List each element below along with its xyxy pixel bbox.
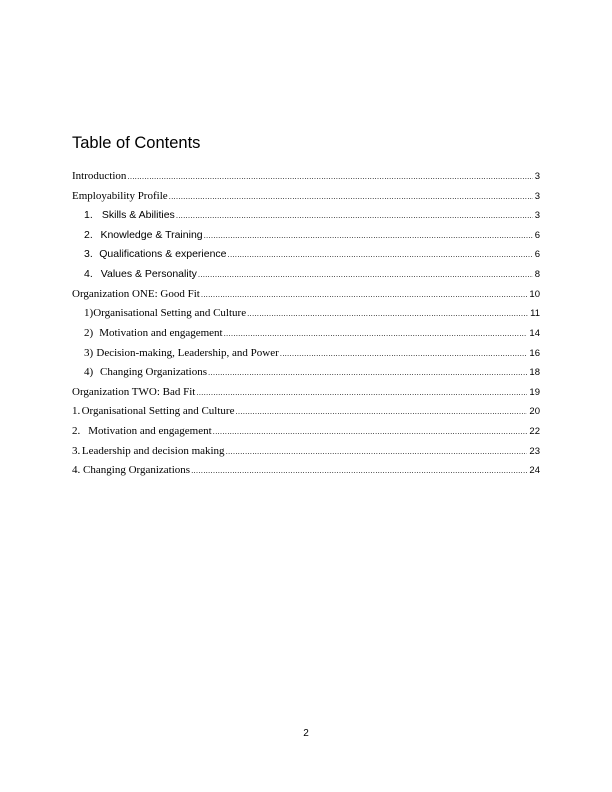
toc-entry-page: 23 <box>529 446 540 457</box>
page-number: 2 <box>303 728 309 739</box>
toc-entry-organization-one[interactable] <box>72 287 540 302</box>
toc-leader-dots <box>191 463 527 478</box>
toc-entry-page: 6 <box>534 249 540 260</box>
toc-leader-dots <box>204 228 533 243</box>
toc-entry-page: 3 <box>534 171 540 182</box>
toc-entry-label: Organisational Setting and Culture <box>81 405 235 417</box>
toc-leader-dots <box>224 326 528 341</box>
toc-entry-page: 19 <box>529 387 540 398</box>
toc-entry-number: 4) <box>84 366 94 378</box>
toc-leader-dots <box>201 287 528 302</box>
toc-entry-page: 16 <box>529 348 540 359</box>
toc-entry-number: 2. <box>84 229 93 241</box>
toc-entry-label: Motivation and engagement <box>88 425 212 437</box>
toc-entry-qualifications-experience[interactable] <box>84 247 540 262</box>
toc-leader-dots <box>247 306 528 321</box>
toc-entry-org-two-changing[interactable] <box>72 463 540 478</box>
toc-entry-page: 11 <box>530 308 540 319</box>
toc-entry-label: Values & Personality <box>100 268 197 280</box>
toc-entry-page: 6 <box>534 230 540 241</box>
toc-entry-number: 3. <box>84 248 93 260</box>
toc-entry-label: Organization TWO: Bad Fit <box>72 386 196 398</box>
toc-entry-org-two-setting-culture[interactable] <box>72 404 540 419</box>
toc-entry-knowledge-training[interactable] <box>84 228 540 243</box>
toc-entry-org-two-leadership[interactable] <box>72 444 540 459</box>
toc-entry-number: 2. <box>72 425 81 437</box>
toc-entry-org-one-setting-culture[interactable] <box>84 306 540 321</box>
toc-entry-page: 10 <box>529 289 540 300</box>
toc-leader-dots <box>176 208 533 223</box>
toc-entry-page: 24 <box>529 465 540 476</box>
toc-entry-number: 1. <box>72 405 81 417</box>
toc-leader-dots <box>169 189 533 204</box>
toc-entry-label: Skills & Abilities <box>101 209 175 221</box>
toc-entry-number: 4. <box>72 464 81 476</box>
toc-entry-label: Qualifications & experience <box>99 248 227 260</box>
toc-entry-number: 1) <box>84 307 94 319</box>
toc-entry-page: 8 <box>534 269 540 280</box>
toc-entry-number: 3. <box>72 445 81 457</box>
toc-entry-label: Leadership and decision making <box>81 445 225 457</box>
toc-entry-number: 3) <box>84 347 94 359</box>
toc-leader-dots <box>213 424 528 439</box>
toc-entry-number: 2) <box>84 327 94 339</box>
toc-entry-employability-profile[interactable] <box>72 189 540 204</box>
toc-entry-org-one-motivation[interactable] <box>84 326 540 341</box>
toc-entry-number: 1. <box>84 209 93 221</box>
toc-entry-number: 4. <box>84 268 93 280</box>
toc-entry-org-one-decision-making[interactable] <box>84 346 540 361</box>
toc-leader-dots <box>226 444 528 459</box>
toc-entry-skills-abilities[interactable] <box>84 208 540 223</box>
toc-leader-dots <box>196 385 527 400</box>
toc-entry-page: 18 <box>529 367 540 378</box>
toc-leader-dots <box>235 404 527 419</box>
toc-entry-page: 14 <box>529 328 540 339</box>
toc-entry-label: Decision-making, Leadership, and Power <box>96 347 279 359</box>
toc-entry-organization-two[interactable] <box>72 385 540 400</box>
toc-leader-dots <box>127 169 532 184</box>
toc-entry-label: Organisational Setting and Culture <box>93 307 247 319</box>
toc-entry-page: 3 <box>534 191 540 202</box>
toc-entry-label: Introduction <box>72 170 127 182</box>
toc-leader-dots <box>280 346 528 361</box>
toc-entry-label: Knowledge & Training <box>100 229 203 241</box>
toc-entry-org-two-motivation[interactable] <box>72 424 540 439</box>
toc-leader-dots <box>208 365 527 380</box>
toc-entry-label: Employability Profile <box>72 190 168 202</box>
toc-entry-page: 22 <box>529 426 540 437</box>
toc-entry-page: 20 <box>529 406 540 417</box>
toc-entry-label: Motivation and engagement <box>99 327 223 339</box>
toc-entry-label: Organization ONE: Good Fit <box>72 288 200 300</box>
toc-entry-org-one-changing[interactable] <box>84 365 540 380</box>
toc-leader-dots <box>198 267 533 282</box>
toc-title: Table of Contents <box>72 134 201 152</box>
toc-leader-dots <box>228 247 533 262</box>
toc-entry-label: Changing Organizations <box>83 464 191 476</box>
toc-entry-page: 3 <box>534 210 540 221</box>
toc-entry-label: Changing Organizations <box>99 366 208 378</box>
toc-entry-values-personality[interactable] <box>84 267 540 282</box>
toc-entry-introduction[interactable] <box>72 169 540 184</box>
